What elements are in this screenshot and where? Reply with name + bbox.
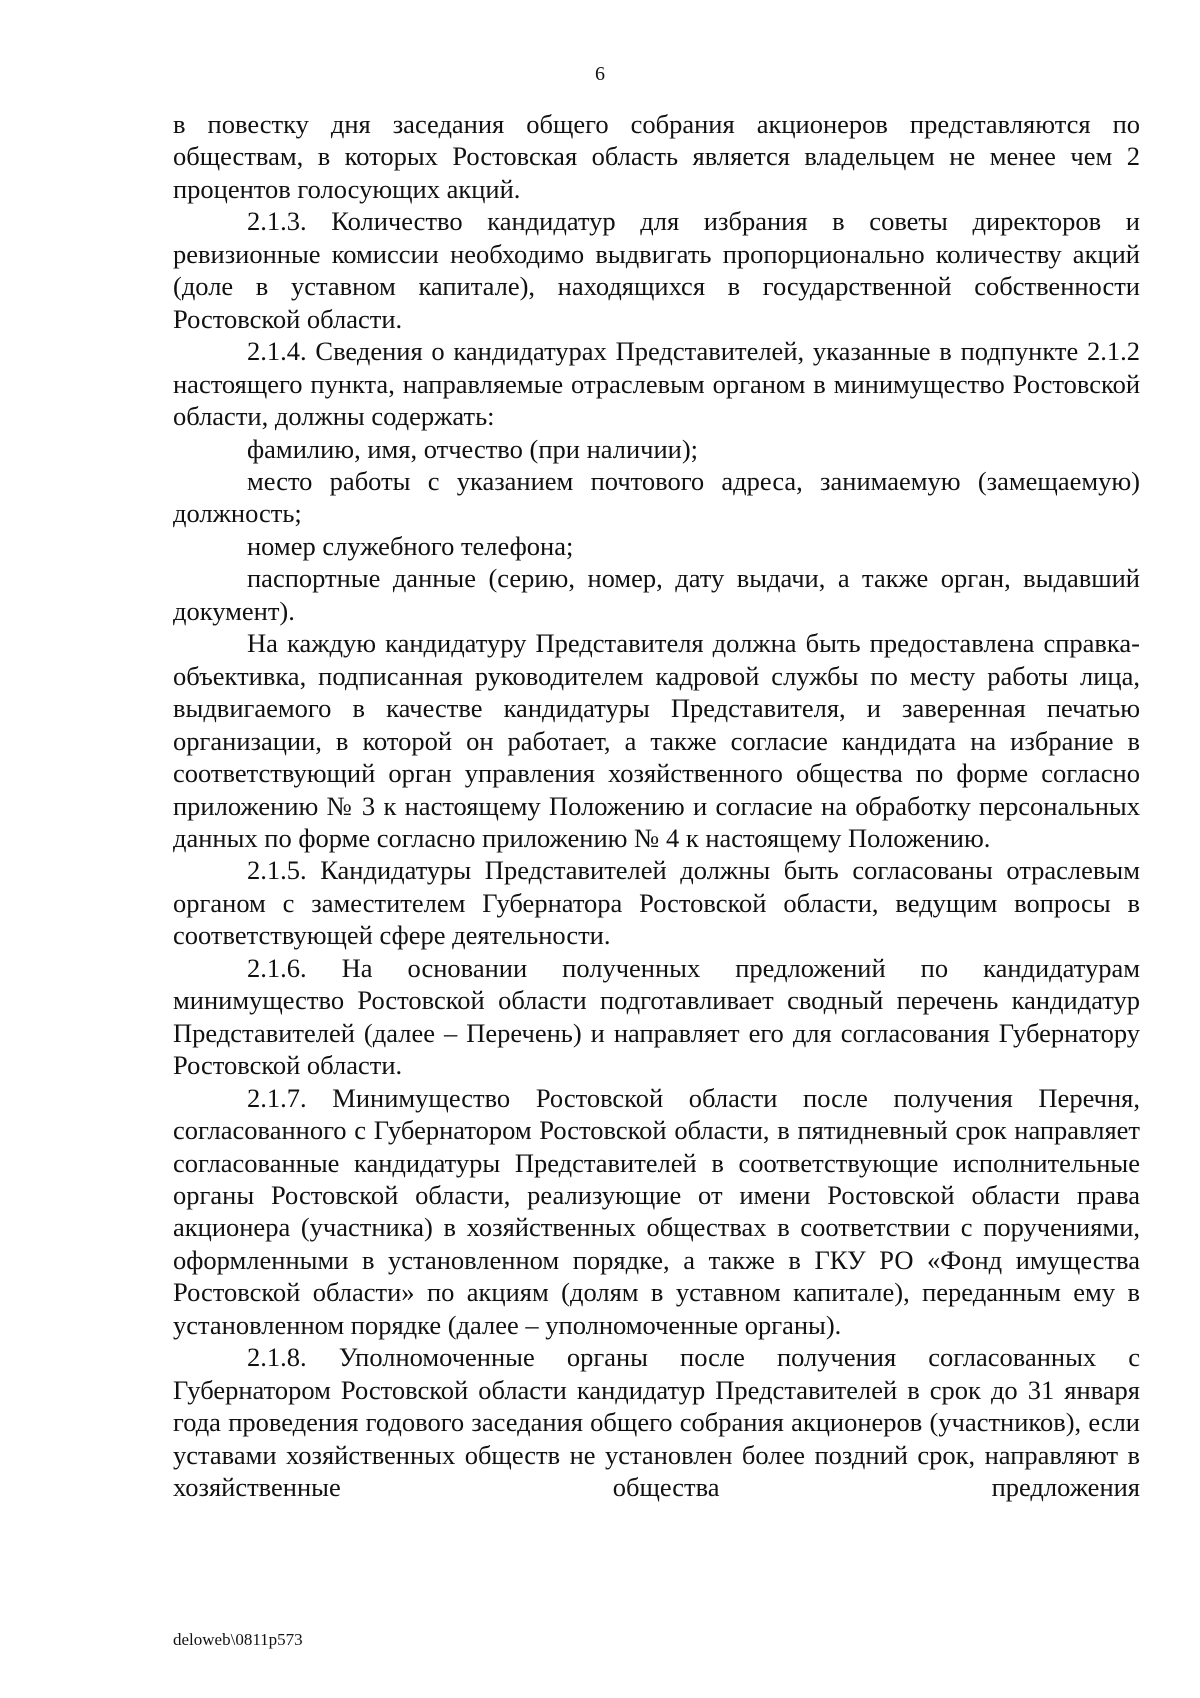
list-item: номер служебного телефона;	[247, 530, 574, 561]
page-number: 6	[595, 63, 605, 85]
paragraph-2-1-8: 2.1.8. Уполномоченные органы после получения согласованных с Губернатором Ростовской области кандидатур Представителей в срок до 31 января года проведения годового заседания общего собрания акционеров (участников), если уставами хозяйственных обществ не установлен более поздний срок, направляют в хозяйственные общества предложения	[173, 1342, 1140, 1503]
list-item: фамилию, имя, отчество (при наличии);	[247, 433, 699, 464]
paragraph-2-1-7: 2.1.7. Минимущество Ростовской области после получения Перечня, согласованного с Губернатором Ростовской области, в пятидневный срок направляет согласованные кандидатуры Представителей в соответствующие исполнительные органы Ростовской области, реализующие от имени Ростовской области права акционера (участника) в хозяйственных обществах в соответствии с поручениями, оформленными в установленном порядке, а также в ГКУ РО «Фонд имущества Ростовской области» по акциям (долям в уставном капитале), переданным ему в установленном порядке (далее – уполномоченные органы).	[173, 1082, 1140, 1340]
paragraph-2-1-5: 2.1.5. Кандидатуры Представителей должны быть согласованы отраслевым органом с заместителем Губернатора Ростовской области, ведущим вопросы в соответствующей сфере деятельности.	[173, 855, 1140, 951]
paragraph-2-1-4: 2.1.4. Сведения о кандидатурах Представителей, указанные в подпункте 2.1.2 настоящего пункта, направляемые отраслевым органом в минимущество Ростовской области, должны содержать:	[173, 336, 1140, 432]
document-body	[173, 108, 1140, 1503]
paragraph: в повестку дня заседания общего собрания акционеров представляются по обществам, в которых Ростовская область является владельцем не менее чем 2 процентов голосующих акций.	[173, 109, 1140, 204]
paragraph-2-1-6: 2.1.6. На основании полученных предложений по кандидатурам минимущество Ростовской области подготавливает сводный перечень кандидатур Представителей (далее – Перечень) и направляет его для согласования Губернатору Ростовской области.	[173, 952, 1140, 1081]
paragraph-2-1-3: 2.1.3. Количество кандидатур для избрания в советы директоров и ревизионные комиссии необходимо выдвигать пропорционально количеству акций (доле в уставном капитале), находящихся в государственной собственности Ростовской области.	[173, 206, 1140, 334]
paragraph: На каждую кандидатуру Представителя должна быть предоставлена справка-объективка, подписанная руководителем кадровой службы по месту работы лица, выдвигаемого в качестве кандидатуры Представителя, и заверенная печатью организации, в которой он работает, а также согласие кандидата на избрание в соответствующий орган управления хозяйственного общества по форме согласно приложению № 3 к настоящему Положению и согласие на обработку персональных данных по форме согласно приложению № 4 к настоящему Положению.	[173, 628, 1140, 853]
footer-document-code: deloweb\0811p573	[173, 1630, 303, 1649]
list-item: паспортные данные (серию, номер, дату выдачи, а также орган, выдавший документ).	[173, 563, 1140, 626]
list-item: место работы с указанием почтового адреса, занимаемую (замещаемую) должность;	[173, 465, 1140, 529]
